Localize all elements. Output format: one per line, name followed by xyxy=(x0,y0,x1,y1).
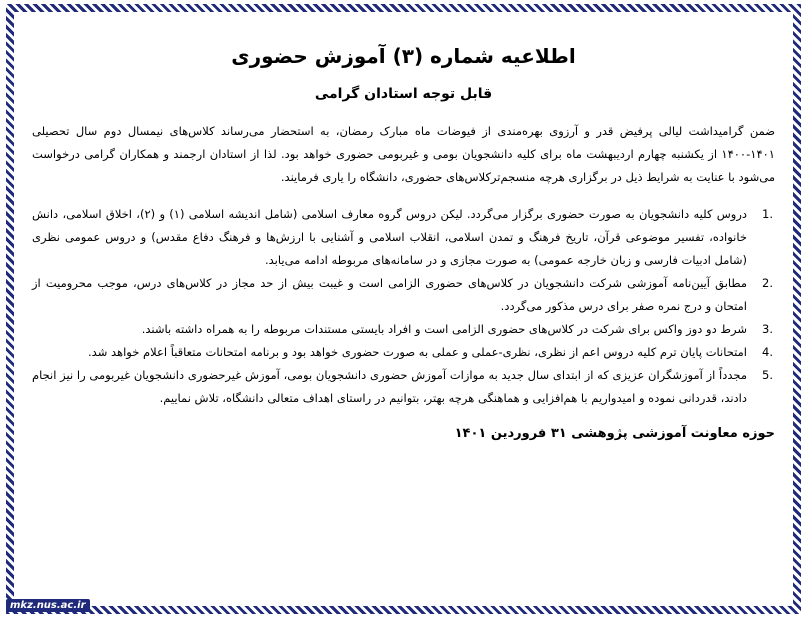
list-item xyxy=(32,341,773,364)
notice-content xyxy=(32,30,775,588)
notice-title: اطلاعیه شماره (۳) آموزش حضوری xyxy=(231,44,576,68)
list-item xyxy=(32,364,773,410)
list-item xyxy=(32,318,773,341)
site-watermark: mkz.nus.ac.ir xyxy=(6,599,90,612)
list-item-text: مجدداً از آموزشگران عزیزی که از ابتدای سال جدید به موازات آموزش حضوری دانشجویان بومی، آموزش غیرحضوری دانشجویان غیربومی را نیز انجام دادند، قدردانی نموده و امیدواریم با هم‌افزایی و هماهنگی هرچه بهتر، بتوانیم در راستای اهداف متعالی دانشگاه، تلاش نماییم. xyxy=(32,368,747,405)
list-item-number: .3 xyxy=(762,322,773,336)
notice-subtitle: قابل توجه استادان گرامی xyxy=(314,86,493,102)
list-item-number: .5 xyxy=(762,368,773,382)
list-item-text: شرط دو دوز واکس برای شرکت در کلاس‌های حضوری الزامی است و افراد بایستی مستندات مربوطه را به همراه داشته باشند. xyxy=(141,322,747,336)
conditions-list xyxy=(32,203,775,410)
notice-signature: حوزه معاونت آموزشی پژوهشی ۳۱ فروردین ۱۴۰۱ xyxy=(454,426,775,441)
list-item xyxy=(32,203,773,272)
list-item-text: دروس کلیه دانشجویان به صورت حضوری برگزار می‌گردد. لیکن دروس گروه معارف اسلامی (شامل اندیشه اسلامی (۱) و (۲)، اخلاق اسلامی، دانش خانواده، تفسیر موضوعی قرآن، تاریخ فرهنگ و تمدن اسلامی، انقلاب اسلامی و آشنایی با ارزش‌ها و فرهنگ دفاع مقدس) و دروس عمومی نظری (شامل ادبیات فارسی و زبان خارجه عمومی) به صورت مجازی و در سامانه‌های مربوطه ادامه می‌یابد. xyxy=(32,207,747,267)
list-item-text: امتحانات پایان ترم کلیه دروس اعم از نظری، نظری-عملی و عملی به صورت حضوری خواهد بود و برنامه امتحانات متعاقباً اعلام خواهد شد. xyxy=(88,345,747,359)
list-item-text: مطابق آیین‌نامه آموزشی شرکت دانشجویان در کلاس‌های حضوری الزامی است و غیبت بیش از حد مجاز در کلاس‌های درس، موجب محرومیت از امتحان و درج نمره صفر برای درس مذکور می‌گردد. xyxy=(32,276,747,313)
list-item-number: .1 xyxy=(762,207,773,221)
list-item-number: .4 xyxy=(762,345,773,359)
list-item xyxy=(32,272,773,318)
intro-paragraph: ضمن گرامیداشت لیالی پرفیض قدر و آرزوی بهره‌مندی از فیوضات ماه مبارک رمضان، به استحضار می‌رساند کلاس‌های نیمسال دوم سال تحصیلی ۱۴۰۱-۱۴۰۰ از یکشنبه چهارم اردیبهشت ماه برای کلیه دانشجویان بومی و غیربومی حضوری خواهد بود. لذا از استادان ارجمند و همکاران گرامی درخواست می‌شود با عنایت به شرایط ذیل در برگزاری هرچه منسجم‌ترکلاس‌های حضوری، دانشگاه را یاری فرمایند. xyxy=(32,124,775,184)
list-item-number: .2 xyxy=(762,276,773,290)
notice-border-frame xyxy=(6,4,801,614)
